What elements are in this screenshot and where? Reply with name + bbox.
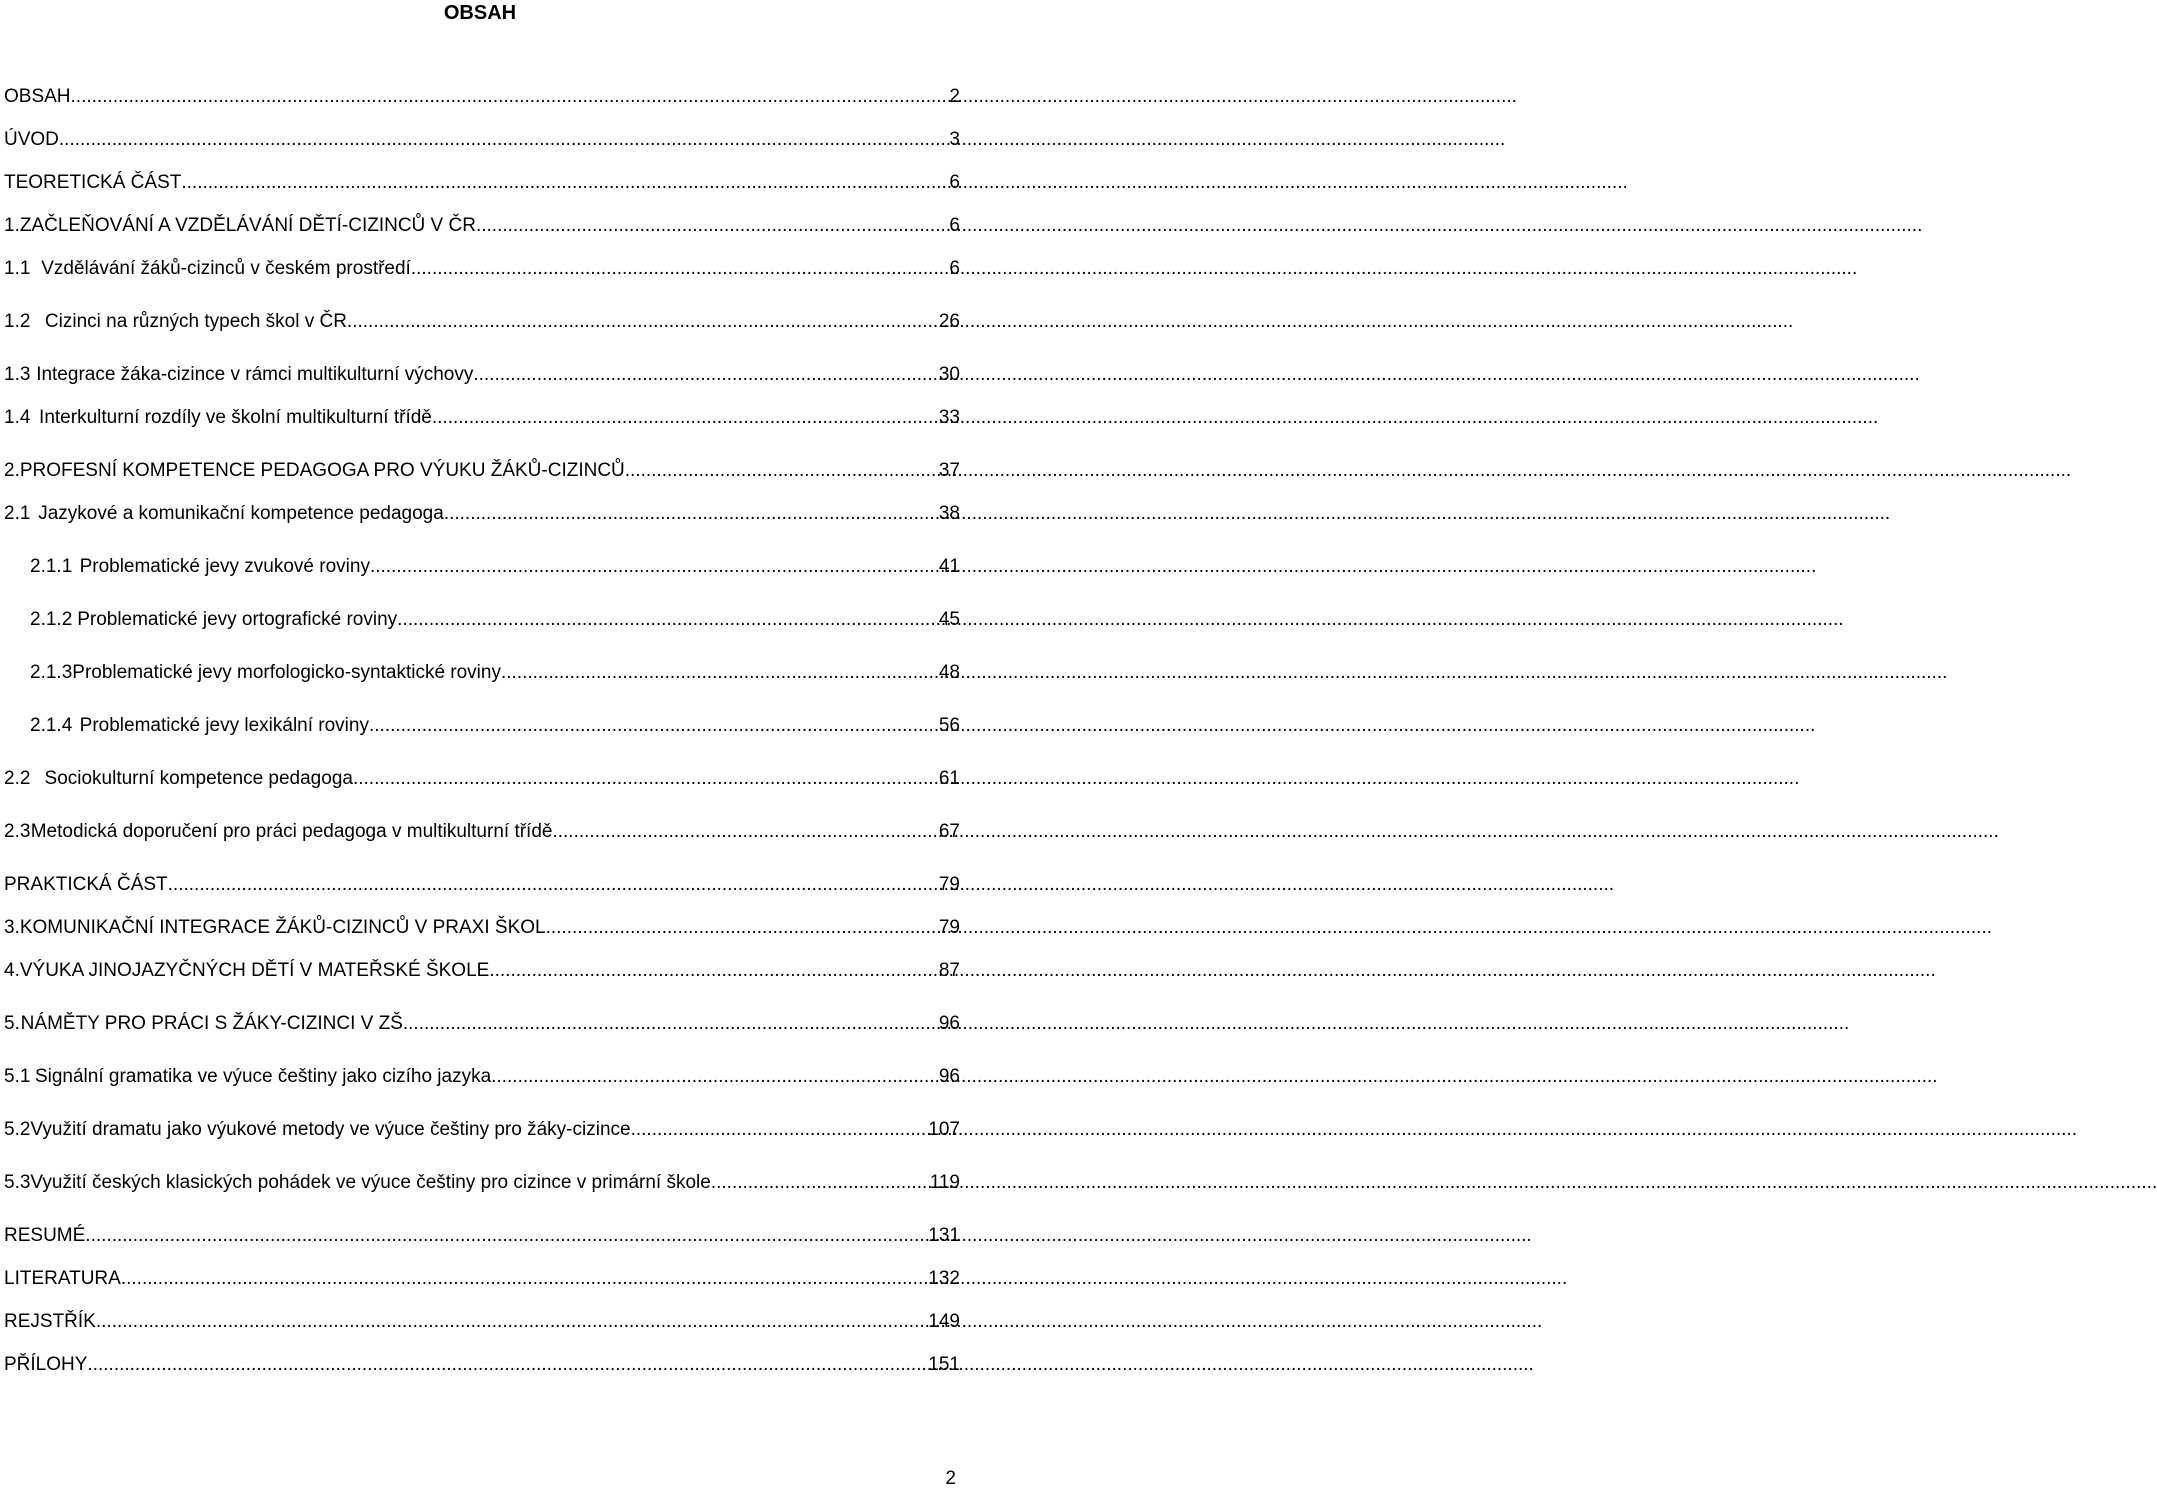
toc-entry-teoreticka-cast[interactable] xyxy=(4,172,960,198)
toc-entry-title: RESUMÉ xyxy=(4,1225,86,1246)
toc-dot-leader xyxy=(711,1172,930,1194)
toc-entry-rejstrik[interactable] xyxy=(4,1311,960,1337)
toc-entry-title: LITERATURA xyxy=(4,1268,121,1289)
toc-entry-title: Vzdělávání žáků-cizinců v českém prostředí xyxy=(41,258,411,279)
toc-dot-leader xyxy=(96,1311,928,1333)
toc-entry-page: 30 xyxy=(938,364,960,385)
toc-entry-page: 107 xyxy=(928,1119,960,1140)
toc-entry-number: 1. xyxy=(4,215,20,236)
toc-entry-title: PŘÍLOHY xyxy=(4,1354,88,1375)
toc-entry-title: TEORETICKÁ ČÁST xyxy=(4,172,182,193)
toc-dot-leader xyxy=(403,1013,939,1035)
toc-entry-page: 6 xyxy=(949,172,960,193)
toc-entry-page: 131 xyxy=(928,1225,960,1246)
toc-entry-number: 2.1.2 xyxy=(30,609,73,630)
toc-entry-number: 1.1 xyxy=(4,258,31,279)
toc-dot-leader xyxy=(59,129,950,151)
toc-entry-number: 5.1 xyxy=(4,1066,31,1087)
toc-entry-title: VÝUKA JINOJAZYČNÝCH DĚTÍ V MATEŘSKÉ ŠKOLE xyxy=(19,960,490,981)
toc-dot-leader xyxy=(432,407,939,429)
page-number: 2 xyxy=(945,1468,956,1489)
toc-dot-leader xyxy=(71,86,950,108)
toc-entry-section-1-4[interactable] xyxy=(4,407,960,433)
toc-entry-page: 149 xyxy=(928,1311,960,1332)
toc-entry-page: 3 xyxy=(949,129,960,150)
toc-dot-leader xyxy=(411,258,950,280)
toc-entry-chapter-2[interactable] xyxy=(4,460,960,486)
toc-entry-page: 87 xyxy=(938,960,960,981)
toc-entry-page: 96 xyxy=(938,1013,960,1034)
toc-dot-leader xyxy=(625,460,939,482)
toc-entry-number: 1.3 xyxy=(4,364,31,385)
toc-entry-page: 61 xyxy=(938,768,960,789)
toc-entry-number: 4. xyxy=(4,960,20,981)
toc-entry-title: Cizinci na různých typech škol v ČR xyxy=(44,311,347,332)
toc-entry-section-5-1[interactable] xyxy=(4,1066,960,1092)
toc-entry-section-2-1-3[interactable] xyxy=(4,662,960,688)
toc-entry-title: KOMUNIKAČNÍ INTEGRACE ŽÁKŮ-CIZINCŮ V PRAXI ŠKOL xyxy=(19,917,546,938)
toc-entry-title: Signální gramatika ve výuce češtiny jako cizího jazyka xyxy=(34,1066,492,1087)
toc-entry-page: 79 xyxy=(938,917,960,938)
toc-entry-title: NÁMĚTY PRO PRÁCI S ŽÁKY-CIZINCI V ZŠ xyxy=(20,1013,403,1034)
toc-dot-leader xyxy=(552,821,938,843)
toc-entry-title: Využití dramatu jako výukové metody ve výuce češtiny pro žáky-cizince xyxy=(30,1119,631,1140)
toc-entry-section-2-1-2[interactable] xyxy=(4,609,960,635)
toc-dot-leader xyxy=(369,715,939,737)
toc-entry-number: 2.1.4 xyxy=(30,715,73,736)
toc-entry-prakticka-cast[interactable] xyxy=(4,874,960,900)
toc-entry-title: Problematické jevy morfologicko-syntaktické roviny xyxy=(72,662,501,683)
toc-entry-chapter-5[interactable] xyxy=(4,1013,960,1039)
toc-entry-page: 79 xyxy=(938,874,960,895)
toc-entry-page: 132 xyxy=(928,1268,960,1289)
toc-entry-section-1-1[interactable] xyxy=(4,258,960,284)
toc-dot-leader xyxy=(546,917,939,939)
toc-dot-leader xyxy=(370,556,939,578)
toc-entry-section-5-3[interactable] xyxy=(4,1172,960,1198)
toc-entry-section-1-2[interactable] xyxy=(4,311,960,337)
toc-entry-page: 96 xyxy=(938,1066,960,1087)
toc-dot-leader xyxy=(353,768,939,790)
toc-entry-title: OBSAH xyxy=(4,86,71,107)
toc-dot-leader xyxy=(491,1066,939,1088)
toc-entry-number: 2.1.3 xyxy=(30,662,73,683)
toc-entry-number: 2.1 xyxy=(4,503,31,524)
toc-entry-page: 6 xyxy=(949,215,960,236)
toc-entry-title: Metodická doporučení pro práci pedagoga v multikulturní třídě xyxy=(30,821,553,842)
toc-entry-title: Problematické jevy lexikální roviny xyxy=(79,715,369,736)
toc-entry-section-2-3[interactable] xyxy=(4,821,960,847)
toc-entry-section-1-3[interactable] xyxy=(4,364,960,390)
toc-dot-leader xyxy=(347,311,939,333)
toc-entry-number: 3. xyxy=(4,917,20,938)
toc-entry-page: 67 xyxy=(938,821,960,842)
toc-entry-title: Problematické jevy zvukové roviny xyxy=(79,556,370,577)
toc-dot-leader xyxy=(85,1225,928,1247)
toc-dot-leader xyxy=(473,364,939,386)
toc-entry-title: ZAČLEŇOVÁNÍ A VZDĚLÁVÁNÍ DĚTÍ-CIZINCŮ V ČR xyxy=(19,215,476,236)
toc-entry-number: 2.2 xyxy=(4,768,31,789)
toc-entry-page: 6 xyxy=(949,258,960,279)
toc-dot-leader xyxy=(476,215,949,237)
toc-entry-page: 37 xyxy=(938,460,960,481)
toc-entry-resume[interactable] xyxy=(4,1225,960,1251)
toc-entry-page: 41 xyxy=(938,556,960,577)
toc-entry-number: 5.2 xyxy=(4,1119,31,1140)
page-title: OBSAH xyxy=(443,2,517,24)
toc-entry-page: 2 xyxy=(949,86,960,107)
toc-entry-number: 2.3 xyxy=(4,821,31,842)
toc-dot-leader xyxy=(121,1268,928,1290)
toc-entry-number: 5. xyxy=(4,1013,20,1034)
toc-entry-section-2-2[interactable] xyxy=(4,768,960,794)
toc-entry-page: 26 xyxy=(938,311,960,332)
toc-entry-title: PRAKTICKÁ ČÁST xyxy=(4,874,168,895)
toc-entry-chapter-4[interactable] xyxy=(4,960,960,986)
toc-entry-uvod[interactable] xyxy=(4,129,960,155)
toc-entry-section-2-1-1[interactable] xyxy=(4,556,960,582)
toc-entry-title: Problematické jevy ortografické roviny xyxy=(77,609,398,630)
toc-entry-title: Sociokulturní kompetence pedagoga xyxy=(44,768,353,789)
toc-entry-section-5-2[interactable] xyxy=(4,1119,960,1145)
toc-entry-chapter-1[interactable] xyxy=(4,215,960,241)
toc-entry-page: 119 xyxy=(929,1172,960,1193)
toc-entry-literatura[interactable] xyxy=(4,1268,960,1294)
toc-dot-leader xyxy=(168,874,939,896)
toc-dot-leader xyxy=(444,503,939,525)
toc-entry-number: 1.4 xyxy=(4,407,31,428)
toc-entry-number: 2.1.1 xyxy=(30,556,73,577)
toc-entry-title: Využití českých klasických pohádek ve výuce češtiny pro cizince v primární škole xyxy=(30,1172,711,1193)
toc-entry-number: 5.3 xyxy=(4,1172,31,1193)
toc-dot-leader xyxy=(397,609,939,631)
toc-entry-number: 1.2 xyxy=(4,311,31,332)
toc-entry-title: Integrace žáka-cizince v rámci multikulturní výchovy xyxy=(36,364,474,385)
toc-dot-leader xyxy=(631,1119,929,1141)
toc-entry-page: 45 xyxy=(938,609,960,630)
toc-entry-title: PROFESNÍ KOMPETENCE PEDAGOGA PRO VÝUKU ŽÁKŮ-CIZINCŮ xyxy=(19,460,625,481)
toc-entry-page: 56 xyxy=(938,715,960,736)
toc-dot-leader xyxy=(489,960,939,982)
toc-entry-title: REJSTŘÍK xyxy=(4,1311,96,1332)
toc-dot-leader xyxy=(87,1354,928,1376)
toc-entry-number: 2. xyxy=(4,460,20,481)
toc-entry-page: 151 xyxy=(928,1354,960,1375)
toc-entry-page: 38 xyxy=(938,503,960,524)
toc-entry-chapter-3[interactable] xyxy=(4,917,960,943)
toc-entry-obsah[interactable] xyxy=(4,86,960,112)
toc-dot-leader xyxy=(501,662,939,684)
toc-entry-section-2-1-4[interactable] xyxy=(4,715,960,741)
toc-entry-title: ÚVOD xyxy=(4,129,59,150)
toc-dot-leader xyxy=(181,172,949,194)
toc-entry-title: Jazykové a komunikační kompetence pedagoga xyxy=(38,503,444,524)
toc-entry-page: 48 xyxy=(938,662,960,683)
toc-entry-title: Interkulturní rozdíly ve školní multikulturní třídě xyxy=(39,407,432,428)
toc-entry-section-2-1[interactable] xyxy=(4,503,960,529)
toc-entry-prilohy[interactable] xyxy=(4,1354,960,1380)
toc-entry-page: 33 xyxy=(938,407,960,428)
